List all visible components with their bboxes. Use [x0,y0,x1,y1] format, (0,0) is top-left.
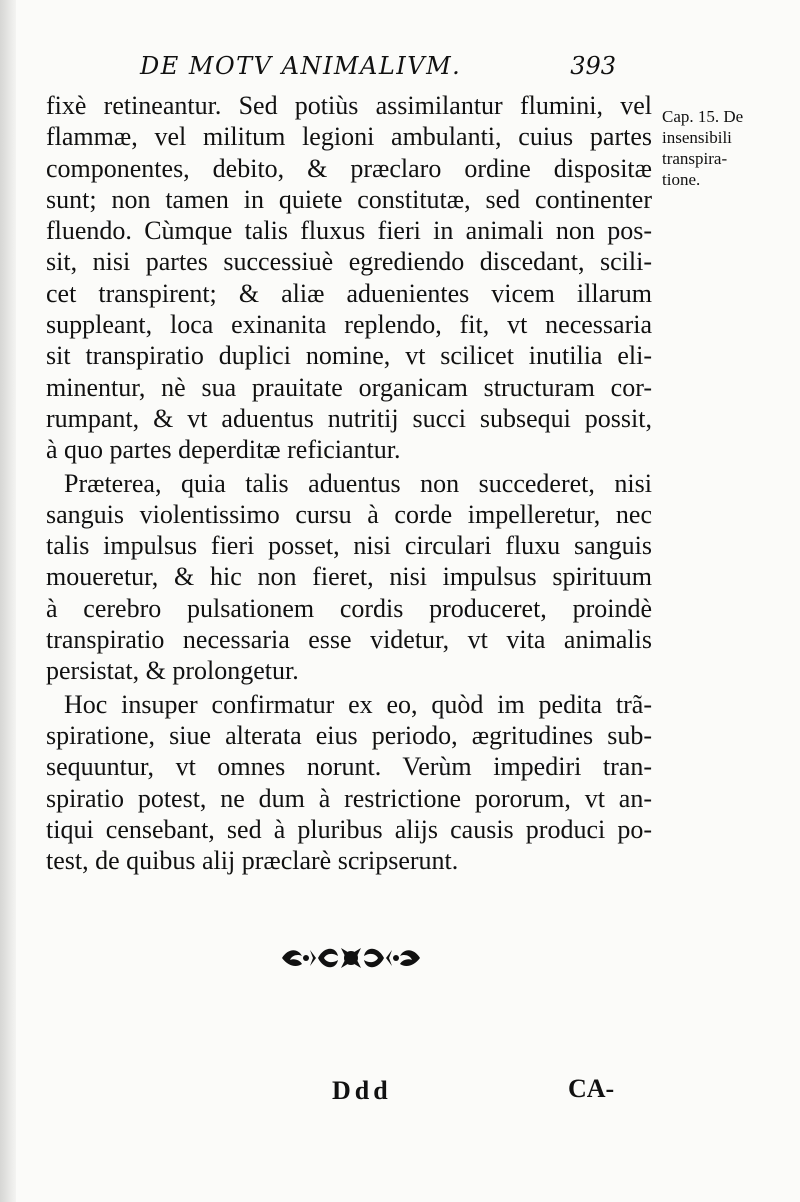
margin-note-line: insensibili [662,128,732,147]
margin-note-line: transpira- [662,149,728,168]
text-line: persistat, & prolongetur. [46,656,299,686]
floral-ornament-icon [280,944,422,972]
margin-note [662,106,794,190]
text-line: componentes, debito, & præclaro ordine dispositæ [46,153,652,183]
text-line: sunt; non tamen in quiete constitutæ, sed continenter [46,184,652,214]
body-text [46,90,652,876]
text-line: fixè retineantur. Sed potiùs assimilantur flumini, vel [46,91,652,120]
page-number: 393 [570,52,616,80]
page-gutter-shadow [0,0,16,1202]
paragraph-1 [46,90,652,466]
text-line: moueretur, & hic non fieret, nisi impulsus spirituum [46,562,652,592]
text-line: sit, nisi partes successiuè egrediendo discedant, scili- [46,247,652,277]
text-line: rumpant, & vt aduentus nutritij succi subsequi possit, [46,403,652,433]
text-line: sequuntur, vt omnes norunt. Verùm impediri tran- [46,752,652,782]
text-line: à cerebro pulsationem cordis produceret, proindè [46,593,652,623]
text-line: suppleant, loca exinanita replendo, fit, vt necessaria [46,310,652,340]
text-line: sanguis violentissimo cursu à corde impelleretur, nec [46,499,652,529]
text-line: fluendo. Cùmque talis fluxus fieri in animali non pos- [46,216,652,246]
text-line: Hoc insuper confirmatur ex eo, quòd im pedita trã- [64,689,652,719]
catchword: CA- [568,1074,615,1103]
paragraph-2 [46,468,652,687]
text-line: spiratio potest, ne dum à restrictione pororum, vt an- [46,783,652,813]
margin-note-line: tione. [662,170,701,189]
text-line: tiqui censebant, sed à pluribus alijs causis produci po- [46,814,652,844]
text-line: minentur, nè sua prauitate organicam structuram cor- [46,372,652,402]
text-line: sit transpiratio duplici nomine, vt scilicet inutilia eli- [46,341,652,371]
text-line: cet transpirent; & aliæ aduenientes vicem illarum [46,278,652,308]
text-line: à quo partes deperditæ reficiantur. [46,435,401,465]
text-line: transpiratio necessaria esse videtur, vt vita animalis [46,625,652,655]
text-line: talis impulsus fieri posset, nisi circulari fluxu sanguis [46,531,652,561]
text-line: spiratione, siue alterata eius periodo, ægritudines sub- [46,720,652,750]
paragraph-3 [46,689,652,877]
page-header [140,52,630,86]
text-line: test, de quibus alij præclarè scripserunt. [46,846,459,876]
margin-note-line: Cap. 15. De [662,107,744,126]
signature-mark: Ddd [332,1076,392,1105]
text-line: flammæ, vel militum legioni ambulanti, cuius partes [46,122,652,152]
text-line: Præterea, quia talis aduentus non succederet, nisi [64,468,652,498]
running-title: DE MOTV ANIMALIVM. [140,52,462,80]
